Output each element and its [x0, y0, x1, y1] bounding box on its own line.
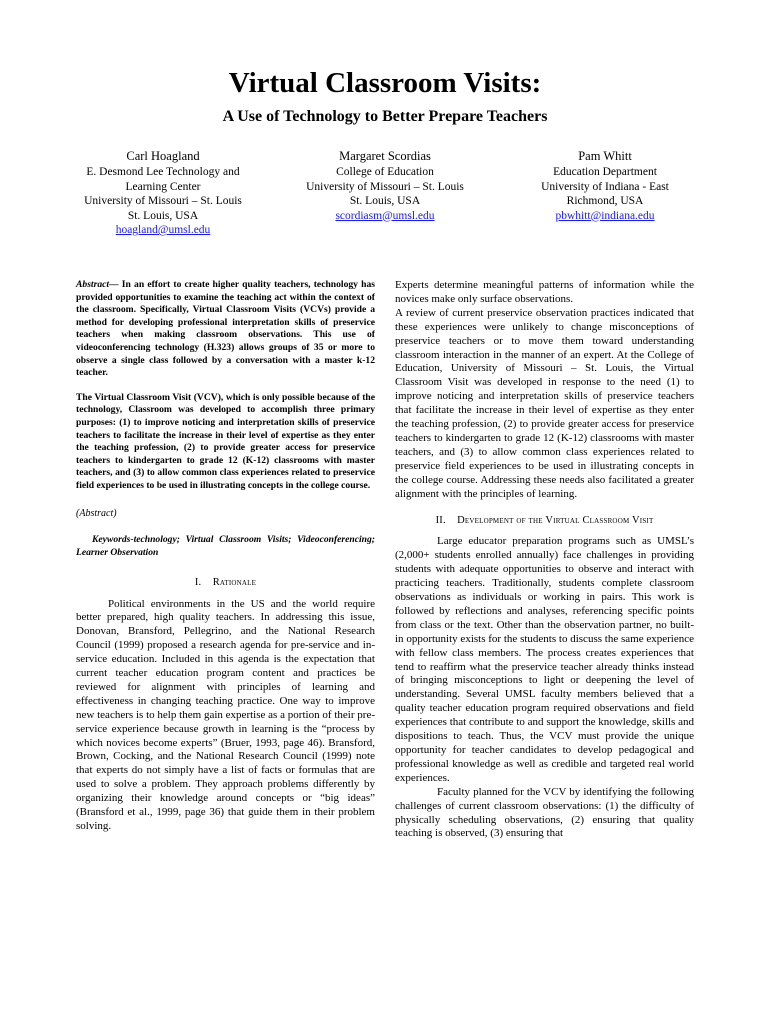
- right-column: [395, 279, 694, 841]
- author-name: Pam Whitt: [578, 149, 632, 163]
- author-block-2: [288, 148, 482, 223]
- body-paragraph-rationale: Political environments in the US and the world require better prepared, high quality teachers. In addressing this issue, Donovan, Bransford, Pellegrino, and the National Research Council (1999) proposed a research agenda for pre-service and in-service education. Included in this agenda is the expectation that current teacher education program content and practices be reviewed for alignment with principles of learning and effectiveness in changing teaching practice. One way to improve new teachers is to help them gain expertise as a portion of their pre-service experience because growth in learning is the “process by which novices become experts” (Bruer, 1993, page 46). Bransford, Brown, Cocking, and the National Research Council (1999) note that experts do not simply have a list of facts or formulas that are used to solve a problem. They approach problems differently by organizing their knowledge around concepts or “big ideas” (Bransford et al., 1999, page 36) that guide them in their problem solving.: [76, 597, 375, 832]
- author-email-link[interactable]: pbwhitt@indiana.edu: [555, 209, 655, 222]
- body-paragraph-faculty: Faculty planned for the VCV by identifying the following challenges of current classroom observations: (1) the difficulty of physically scheduling observations, (2) ensuring that quality teaching is observed, (3) ensuring that: [395, 785, 694, 840]
- author-name: Margaret Scordias: [339, 149, 431, 163]
- author-affiliation: University of Indiana - East: [541, 180, 669, 193]
- author-affiliation: St. Louis, USA: [349, 195, 421, 207]
- author-affiliation: University of Missouri – St. Louis: [84, 195, 242, 207]
- body-paragraph: A review of current preservice observation practices indicated that these experiences were unlikely to change misconceptions of preservice teachers or to move them toward understanding classroom interaction in the manner of an expert. At the College of Education, University of Missouri – St. Louis, the Virtual Classroom Visit was developed in response to the need (1) to improve noticing and interpretation skills of preservice teachers that facilitate the increase in their level of expertise as they enter the teaching profession, (2) to provide greater access for preservice teachers to kindergarten to grade 12 (K-12) classrooms with master teachers, and (3) to allow common class experiences related to preservice field experiences to be used in illustrating concepts in the college course. Addressing these needs also facilitated a greater alignment with the principles of learning.: [395, 306, 694, 500]
- keywords: Keywords-technology; Virtual Classroom Visits; Videoconferencing; Learner Observation: [76, 534, 375, 558]
- paper-subtitle: A Use of Technology to Better Prepare Teachers: [222, 108, 548, 125]
- author-affiliation: Richmond, USA: [566, 195, 644, 207]
- abstract-tag: (Abstract): [76, 507, 117, 519]
- author-block-1: [60, 148, 266, 238]
- body-paragraph-development: Large educator preparation programs such as UMSL’s (2,000+ students enrolled annually) face challenges in providing students with adequate opportunities to observe and interact with practicing teachers. Traditionally, students complete classroom observations as individuals or working in pairs. This work is followed by reflections and analyses, referencing specific points from class or the text. Other than the observation partner, no built-in opportunity exists for the students to discuss the same experience with fellow class members. The process creates experiences that tend to reaffirm what the preservice teacher already thinks instead of bringing misconceptions to light or deepening the level of understanding. Several UMSL faculty members believed that a quality teacher education program required observations and field experiences that contribute to and support the knowledge, skills and dispositions to teach. Thus, the VCV must provide the unique opportunity for teacher candidates to develop pedagogical and professional knowledge as well as credible and targeted real world experiences.: [395, 535, 694, 784]
- author-name: Carl Hoagland: [126, 149, 200, 163]
- author-block-3: [516, 148, 694, 223]
- author-affiliation: College of Education: [336, 166, 434, 178]
- left-column: [76, 279, 375, 834]
- author-affiliation: E. Desmond Lee Technology and: [86, 166, 240, 178]
- paper-title: Virtual Classroom Visits:: [228, 67, 542, 99]
- author-email-link[interactable]: scordiasm@umsl.edu: [335, 209, 435, 222]
- abstract-lead: Abstract—: [76, 279, 119, 290]
- abstract-paragraph-2: The Virtual Classroom Visit (VCV), which is only possible because of the technology, Classroom was developed to accomplish three primary purposes: (1) to improve noticing and interpretation skills of preservice teachers to facilitate the increase in their level of expertise as they enter the teaching profession, (2) to provide greater access for preservice teachers to kindergarten to grade 12 (K-12) classrooms with master teachers, and (3) to allow common class experiences related to preservice field experiences to be used in illustrating concepts in the college course.: [76, 391, 375, 491]
- section-heading-2: II. Development of the Virtual Classroom Visit: [435, 514, 654, 526]
- author-affiliation: University of Missouri – St. Louis: [306, 180, 464, 193]
- section-heading-1: I. Rationale: [194, 576, 257, 588]
- body-paragraph: Experts determine meaningful patterns of information while the novices make only surface observations.: [395, 279, 694, 305]
- author-affiliation: Education Department: [553, 166, 657, 178]
- author-affiliation: Learning Center: [125, 180, 201, 193]
- author-email-link[interactable]: hoagland@umsl.edu: [115, 224, 211, 236]
- author-affiliation: St. Louis, USA: [127, 209, 199, 222]
- abstract-paragraph-1: Abstract— In an effort to create higher quality teachers, technology has provided opportunities to examine the teaching act within the context of the classroom. Specifically, Virtual Classroom Visits (VCVs) provide a method for developing professional interpretation skills of preservice teachers when making classroom observations. This use of videoconferencing technology (H.323) allows groups of 35 or more to observe a single class followed by a conversation with a master k-12 teacher.: [76, 279, 375, 379]
